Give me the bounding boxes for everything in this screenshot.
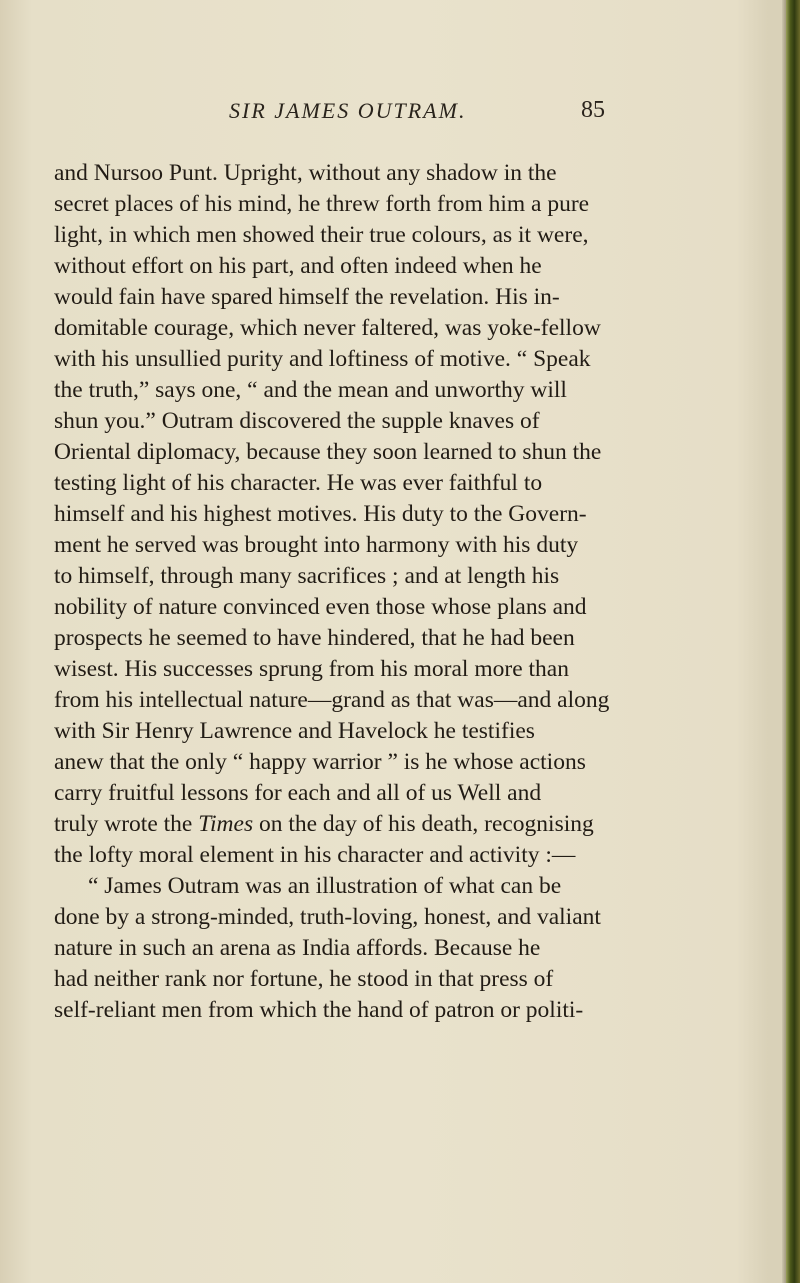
- text-line-16: prospects he seemed to have hindered, that he had been: [54, 625, 575, 651]
- text-line-22: [54, 809, 594, 839]
- text-line-10: Oriental diplomacy, because they soon learned to shun the: [54, 439, 602, 465]
- text-line-14: to himself, through many sacrifices ; and at length his: [54, 563, 560, 589]
- text-line-19: with Sir Henry Lawrence and Havelock he testifies: [54, 718, 535, 744]
- text-line-15: nobility of nature convinced even those whose plans and: [54, 594, 587, 620]
- text-line-13: ment he served was brought into harmony with his duty: [54, 532, 579, 558]
- text-line-7: with his unsullied purity and loftiness of motive. “ Speak: [54, 346, 591, 372]
- text-line-20: anew that the only “ happy warrior ” is he whose actions: [54, 749, 586, 775]
- text-line-25: done by a strong-minded, truth-loving, honest, and valiant: [54, 904, 601, 930]
- text-line-18: from his intellectual nature—grand as that was—and along: [54, 687, 610, 713]
- text-line-5: would fain have spared himself the revelation. His in-: [54, 284, 560, 310]
- text-line-26: nature in such an arena as India affords. Because he: [54, 935, 541, 961]
- newspaper-title: Times: [198, 811, 254, 837]
- text-line-9: shun you.” Outram discovered the supple knaves of: [54, 408, 540, 434]
- text-line-24: “ James Outram was an illustration of what can be: [88, 873, 562, 899]
- text-line-6: domitable courage, which never faltered, was yoke-fellow: [54, 315, 601, 341]
- page-number: 85: [581, 97, 605, 123]
- text-line-27: had neither rank nor fortune, he stood in that press of: [54, 966, 554, 992]
- text-line-2: secret places of his mind, he threw forth from him a pure: [54, 191, 590, 217]
- text-line-28: self-reliant men from which the hand of patron or politi-: [54, 997, 584, 1023]
- text-line-23: the lofty moral element in his character and activity :—: [54, 842, 576, 868]
- text-line-21: carry fruitful lessons for each and all of us Well and: [54, 780, 542, 806]
- text-line-22-end: on the day of his death, recognising: [258, 811, 594, 837]
- running-head: SIR JAMES OUTRAM.: [229, 98, 467, 123]
- text-line-17: wisest. His successes sprung from his moral more than: [54, 656, 569, 682]
- text-line-3: light, in which men showed their true colours, as it were,: [54, 222, 589, 248]
- book-binding-edge: [786, 0, 800, 1283]
- text-line-22-start: truly wrote the: [54, 811, 193, 837]
- text-line-12: himself and his highest motives. His duty to the Govern-: [54, 501, 587, 527]
- text-line-1: and Nursoo Punt. Upright, without any shadow in the: [54, 160, 557, 186]
- text-line-4: without effort on his part, and often indeed when he: [54, 253, 542, 279]
- text-line-8: the truth,” says one, “ and the mean and unworthy will: [54, 377, 567, 403]
- text-line-11: testing light of his character. He was ever faithful to: [54, 470, 543, 496]
